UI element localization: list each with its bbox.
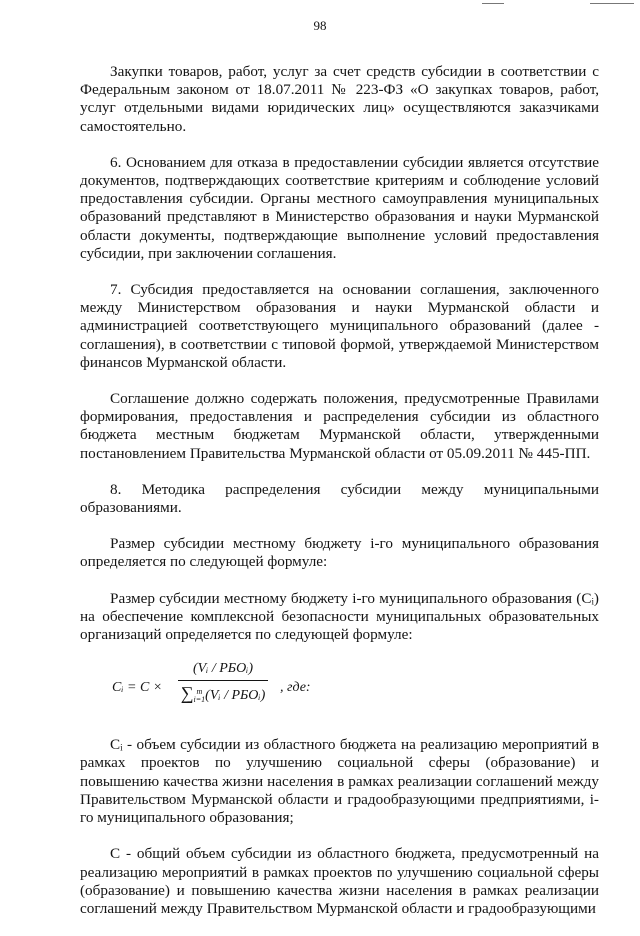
paragraph-item-6: 6. Основанием для отказа в предоставлении субсидии является отсутствие документов, подтверждающих соответствие критериям и соблюдение условий предоставления субсидии. Органы местного самоуправления муниципальных образований представляют в Министерство образования и науки Мурманской области документы, подтверждающие выполнение условий предоставления субсидии, при заключении соглашения. bbox=[80, 153, 599, 262]
sigma-limits bbox=[194, 688, 206, 704]
formula-fraction bbox=[178, 660, 268, 705]
formula-tail: , где: bbox=[280, 680, 311, 696]
paragraph-agreement: Соглашение должно содержать положения, предусмотренные Правилами формирования, предоставления и распределения субсидии из областного бюджета местным бюджетам Мурманской области, утвержденными постановлением Правительства Мурманской области от 05.09.2011 № 445-ПП. bbox=[80, 390, 599, 462]
subsidy-formula bbox=[80, 660, 599, 714]
sigma-symbol: ∑ bbox=[180, 683, 194, 704]
paragraph-formula-description: Размер субсидии местному бюджету i-го муниципального образования (Cᵢ) на обеспечение комплексной безопасности муниципальных образовательных организаций определяется по следующей формуле: bbox=[80, 589, 599, 644]
formula-denominator bbox=[178, 681, 268, 705]
sigma-upper-limit: m bbox=[196, 687, 203, 697]
definition-c: С - общий объем субсидии из областного бюджета, предусмотренный на реализацию мероприятий в рамках проектов по улучшению социальной сферы (образование) и повышению качества жизни населения в рамках реализации соглашений между Правительством Мурманской области и градообразующими bbox=[80, 845, 599, 917]
formula-denominator-body: (Vᵢ / РБОᵢ) bbox=[205, 688, 266, 704]
page-number: 98 bbox=[313, 18, 327, 33]
top-rule-left bbox=[482, 3, 504, 4]
top-rule-right bbox=[590, 3, 634, 4]
paragraph-item-7: 7. Субсидия предоставляется на основании соглашения, заключенного между Министерством образования и науки Мурманской области и администрацией соответствующего муниципального образований (далее - соглашения), в соответствии с типовой формой, утверждаемой Министерством финансов Мурманской области. bbox=[80, 281, 599, 371]
paragraph-formula-intro: Размер субсидии местному бюджету i-го муниципального образования определяется по следующей формуле: bbox=[80, 535, 599, 571]
paragraph-procurement: Закупки товаров, работ, услуг за счет средств субсидии в соответствии с Федеральным законом от 18.07.2011 № 223-ФЗ «О закупках товаров, работ, услуг отдельными видами юридических лиц» осуществляются заказчиками самостоятельно. bbox=[80, 63, 599, 135]
formula-lhs: Cᵢ = C × bbox=[112, 680, 163, 696]
paragraph-item-8: 8. Методика распределения субсидии между муниципальными образованиями. bbox=[80, 480, 599, 517]
definition-ci: Cᵢ - объем субсидии из областного бюджета на реализацию мероприятий в рамках проектов по улучшению социальной сферы (образование) и повышению качества жизни населения в рамках реализации соглашений между Правительством Мурманской области и градообразующими предприятиями, i-го муниципального образования; bbox=[80, 736, 599, 827]
sigma-lower-limit: i=1 bbox=[193, 695, 206, 705]
document-body bbox=[80, 63, 599, 936]
formula-numerator: (Vᵢ / РБОᵢ) bbox=[178, 660, 268, 681]
